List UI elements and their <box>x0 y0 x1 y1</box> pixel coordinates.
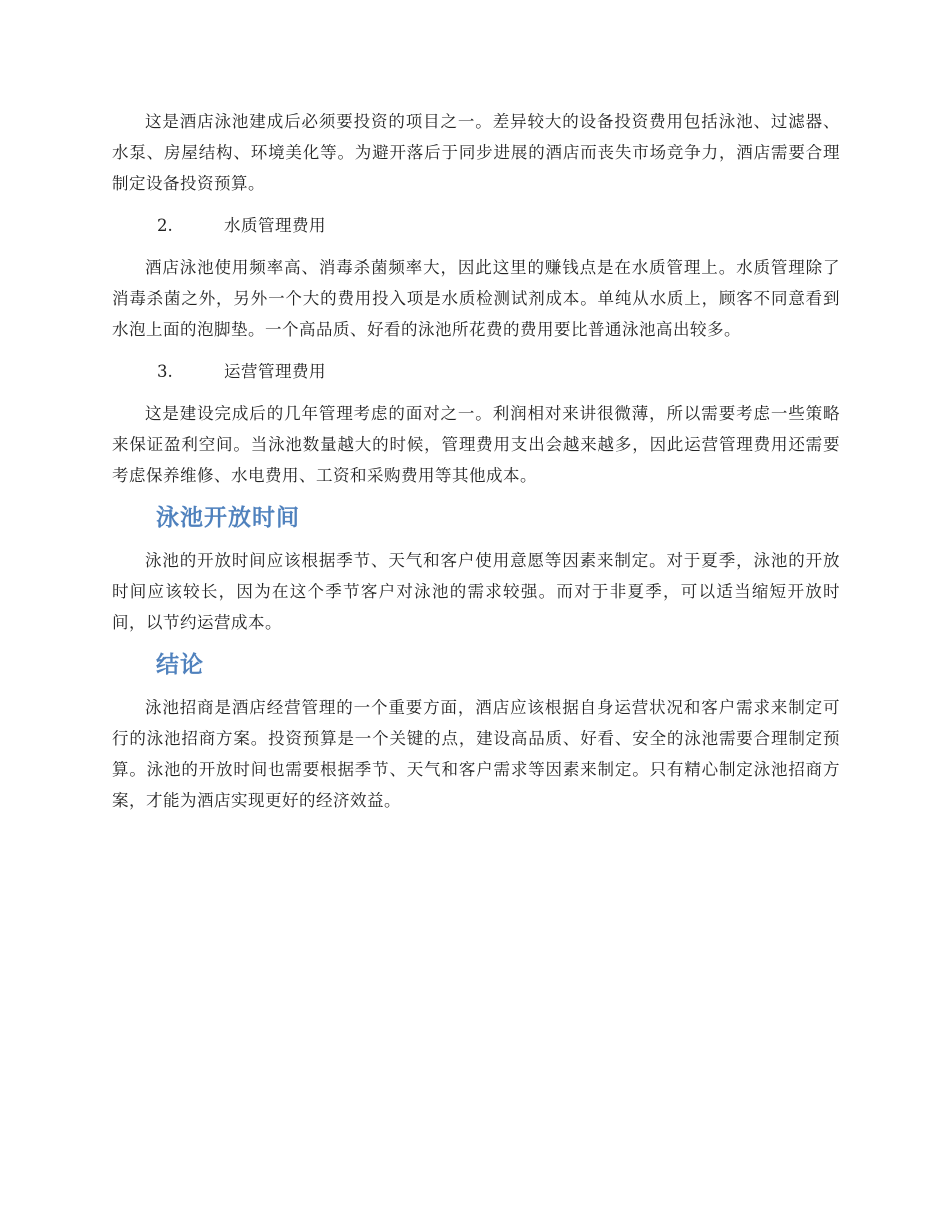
list-item-water-quality <box>112 210 840 241</box>
paragraph-operation-cost: 这是建设完成后的几年管理考虑的面对之一。利润相对来讲很微薄，所以需要考虑一些策略来保证盈利空间。当泳池数量越大的时候，管理费用支出会越来越多，因此运营管理费用还需要考虑保养维修、水电费用、工资和采购费用等其他成本。 <box>112 404 840 485</box>
paragraph-equipment-investment: 这是酒店泳池建成后必须要投资的项目之一。差异较大的设备投资费用包括泳池、过滤器、水泵、房屋结构、环境美化等。为避开落后于同步进展的酒店而丧失市场竞争力，酒店需要合理制定设备投资预算。 <box>112 112 840 193</box>
list-number: 3. <box>157 362 173 381</box>
paragraph-water-quality: 酒店泳池使用频率高、消毒杀菌频率大，因此这里的赚钱点是在水质管理上。水质管理除了消毒杀菌之外，另外一个大的费用投入项是水质检测试剂成本。单纯从水质上，顾客不同意看到水泡上面的泡脚垫。一个高品质、好看的泳池所花费的费用要比普通泳池高出较多。 <box>112 258 840 339</box>
section-heading-conclusion: 结论 <box>156 652 204 678</box>
list-label: 水质管理费用 <box>224 216 326 235</box>
document-body <box>112 106 840 816</box>
list-number: 2. <box>157 216 173 235</box>
paragraph-opening-hours: 泳池的开放时间应该根据季节、天气和客户使用意愿等因素来制定。对于夏季，泳池的开放时间应该较长，因为在这个季节客户对泳池的需求较强。而对于非夏季，可以适当缩短开放时间，以节约运营成本。 <box>112 551 840 632</box>
section-heading-opening-hours: 泳池开放时间 <box>156 505 300 531</box>
list-label: 运营管理费用 <box>224 362 326 381</box>
list-item-operation <box>112 356 840 387</box>
paragraph-conclusion: 泳池招商是酒店经营管理的一个重要方面，酒店应该根据自身运营状况和客户需求来制定可行的泳池招商方案。投资预算是一个关键的点，建设高品质、好看、安全的泳池需要合理制定预算。泳池的开放时间也需要根据季节、天气和客户需求等因素来制定。只有精心制定泳池招商方案，才能为酒店实现更好的经济效益。 <box>112 698 840 810</box>
